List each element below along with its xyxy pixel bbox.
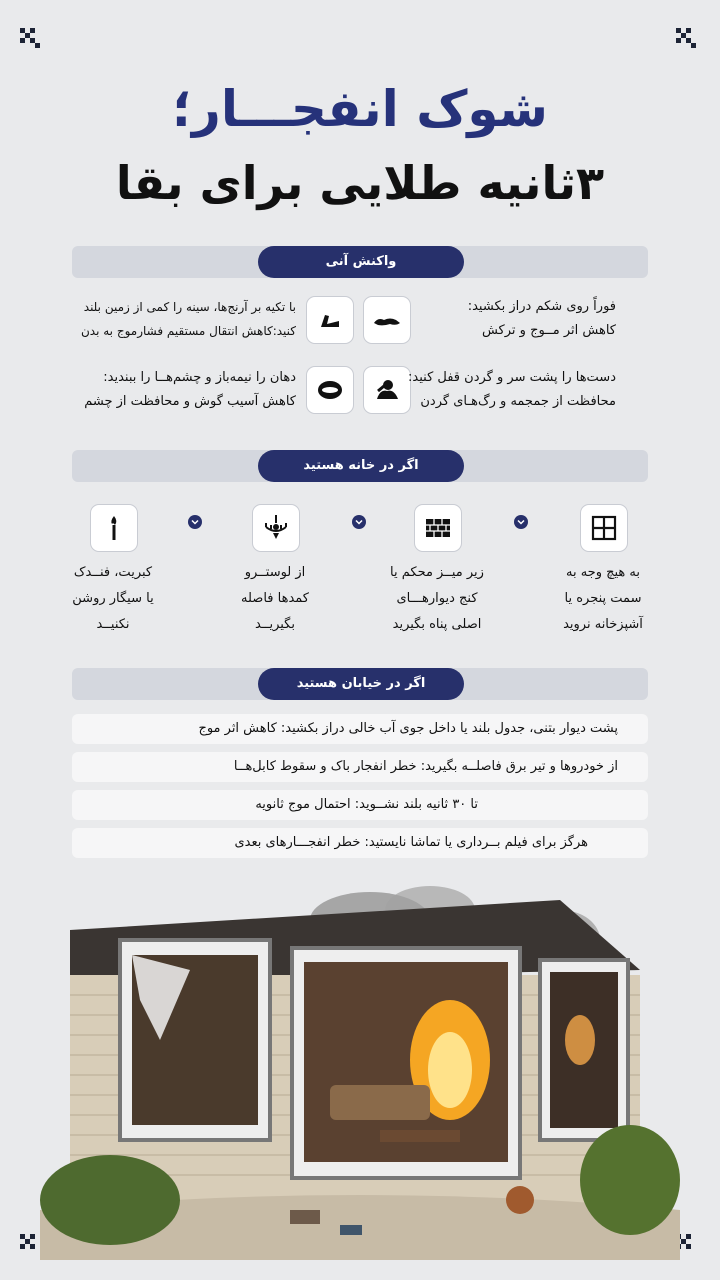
tip-line: بگیریــد <box>255 617 295 632</box>
instruction-text: فوراً روی شکم دراز بکشید: <box>467 299 616 314</box>
chevron-down-icon <box>352 515 366 529</box>
tip-line: سمت پنجره یا <box>564 591 642 606</box>
instruction-text: با تکیه بر آرنج‌ها، سینه را کمی از زمین بلند <box>83 300 296 314</box>
instruction-text: دهان را نیمه‌باز و چشم‌هــا را ببندید: <box>103 370 296 385</box>
corner-dots-decoration <box>676 28 700 52</box>
street-tip-row: از خودروها و تیر برق فاصلــه بگیرید: خطر انفجار باک و سقوط کابل‌هــا <box>72 752 648 782</box>
instruction-text: کاهش اثر مــوج و ترکش <box>481 323 616 338</box>
tip-line: از لوستــرو <box>244 565 306 580</box>
tip-line: یا سیگار روشن <box>72 591 154 606</box>
tip-line: اصلی پناه بگیرید <box>392 617 482 632</box>
tip-line: آشپزخانه نروید <box>563 617 643 632</box>
instruction-text: دست‌ها را پشت سر و گردن قفل کنید: <box>408 370 616 385</box>
elbow-lean-icon <box>306 296 354 344</box>
chevron-down-icon <box>188 515 202 529</box>
section-label: اگر در خانه هستید <box>258 450 464 482</box>
match-flame-icon <box>90 504 138 552</box>
street-tip-row: تا ۳۰ ثانیه بلند نشــوید: احتمال موج ثانویه <box>72 790 648 820</box>
tip-line: کبریت، فنــدک <box>73 565 153 580</box>
home-tip-window <box>543 560 663 638</box>
tip-line: به هیچ وجه به <box>565 565 641 580</box>
home-tip-chandelier <box>215 560 335 638</box>
section-label: اگر در خیابان هستید <box>258 668 464 700</box>
page-title: شوک انفجـــار؛ <box>172 80 548 138</box>
instruction-text: کنید:کاهش انتقال مستقیم فشارموج به بدن <box>80 324 296 338</box>
tip-line: نکنیــد <box>96 617 130 632</box>
damaged-house-illustration <box>40 880 680 1260</box>
chandelier-icon <box>252 504 300 552</box>
open-mouth-icon <box>306 366 354 414</box>
brick-wall-icon <box>414 504 462 552</box>
street-tip-row: پشت دیوار بتنی، جدول بلند یا داخل جوی آب خالی دراز بکشید: کاهش اثر موج <box>72 714 648 744</box>
street-tip-row: هرگز برای فیلم بــرداری یا تماشا نایستید: خطر انفجـــارهای بعدی <box>72 828 648 858</box>
home-tip-table <box>377 560 497 638</box>
home-tip-match <box>53 560 173 638</box>
chevron-down-icon <box>514 515 528 529</box>
section-header-immediate-reaction <box>72 246 648 278</box>
instruction-text: کاهش آسیب گوش و محافظت از چشم <box>84 394 296 409</box>
section-label: واکنش آنی <box>258 246 464 278</box>
window-icon <box>580 504 628 552</box>
section-header-on-street <box>72 668 648 700</box>
page-subtitle: ۳ثانیه طلایی برای بقا <box>115 156 605 210</box>
instruction-text: محافظت از جمجمه و رگ‌هـای گردن <box>420 394 616 409</box>
tip-line: کنج دیوارهـــای <box>396 591 478 606</box>
tip-line: زیر میــز محکم یا <box>390 565 484 580</box>
tip-line: کمدها فاصله <box>241 591 309 606</box>
corner-dots-decoration <box>20 28 44 52</box>
section-header-at-home <box>72 450 648 482</box>
